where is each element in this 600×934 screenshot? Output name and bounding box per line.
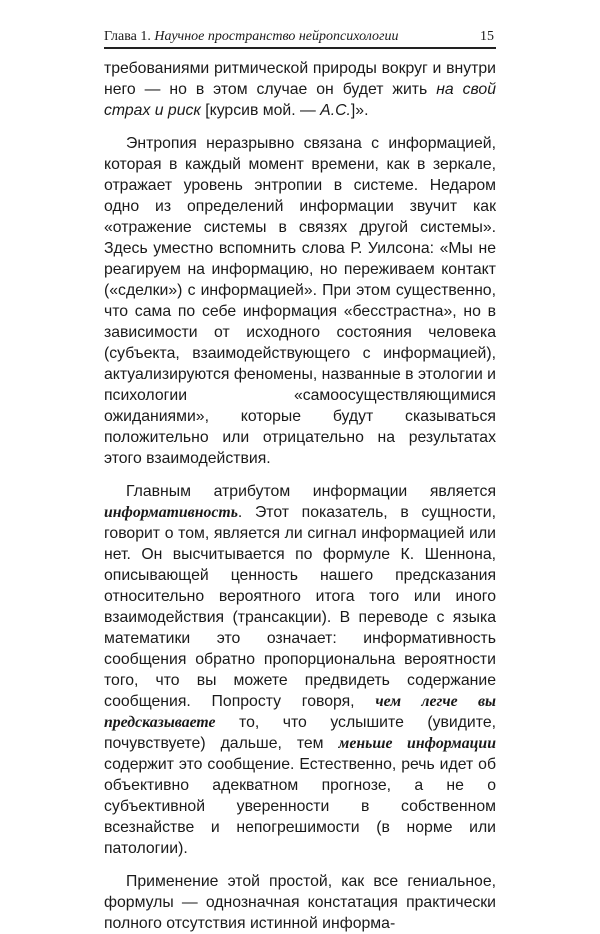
running-header bbox=[104, 27, 494, 47]
p3-text-d: содержит это сообщение. Естественно, речь идет об объективно адекватном прогнозе, а не о субъективной уверенности в собственном всезнайстве и непогрешимости (в норме или патологии). bbox=[104, 756, 496, 857]
p3-text-b: . Этот показатель, в сущности, говорит о том, является ли сигнал информацией или нет. Он высчитывается по формуле К. Шеннона, описывающей ценность нашего предсказания относительно вероятного итога того или иного взаимодействия (трансакции). В переводе с языка математики это означает: информативность сообщения обратно пропорциональна вероятности того, что вы можете предвидеть содержание сообщения. Попросту говоря, bbox=[104, 504, 496, 710]
chapter-heading bbox=[104, 27, 398, 47]
p3-emphasis-2: меньше информации bbox=[338, 735, 496, 752]
paragraph-3 bbox=[104, 481, 496, 859]
p3-text-c: то, что услышите (увидите, почувствуете) дальше, тем bbox=[104, 714, 496, 752]
body-text bbox=[104, 58, 496, 934]
p1-text-a: требованиями ритмической природы вокруг и внутри него — но в этом случае он будет жить bbox=[104, 60, 496, 98]
p1-author: А.С. bbox=[320, 102, 351, 119]
p3-term: информативность bbox=[104, 504, 238, 521]
paragraph-1 bbox=[104, 58, 496, 121]
chapter-number: Глава 1. bbox=[104, 29, 151, 44]
chapter-title: Научное пространство нейропсихологии bbox=[154, 29, 399, 44]
p3-emphasis-1: чем легче вы предсказываете bbox=[104, 693, 496, 731]
p1-italic: на свой страх и риск bbox=[104, 81, 496, 119]
paragraph-4: Применение этой простой, как все гениальное, формулы — однозначная констатация практически полного отсутствия истинной информа- bbox=[104, 873, 496, 932]
p1-text-b: [курсив мой. — bbox=[200, 102, 321, 119]
p1-text-c: ]». bbox=[350, 102, 369, 119]
paragraph-2: Энтропия неразрывно связана с информацией, которая в каждый момент времени, как в зеркале, отражает уровень энтропии в системе. Недаром одно из определений информации звучит как «отражение системы в связях другой системы». Здесь уместно вспомнить слова Р. Уилсона: «Мы не реагируем на информацию, но переживаем контакт («сделки») с информацией». При этом существенно, что сама по себе информация «бесстрастна», но в зависимости от исходного состояния человека (субъекта, взаимодействующего с информацией), актуализируются феномены, названные в этологии и психологии «самоосуществляющимися ожиданиями», которые будут сказываться положительно или отрицательно на результатах этого взаимодействия. bbox=[104, 135, 496, 467]
page-number: 15 bbox=[480, 29, 494, 44]
header-rule bbox=[104, 47, 496, 49]
p3-text-a: Главным атрибутом информации является bbox=[126, 483, 496, 500]
